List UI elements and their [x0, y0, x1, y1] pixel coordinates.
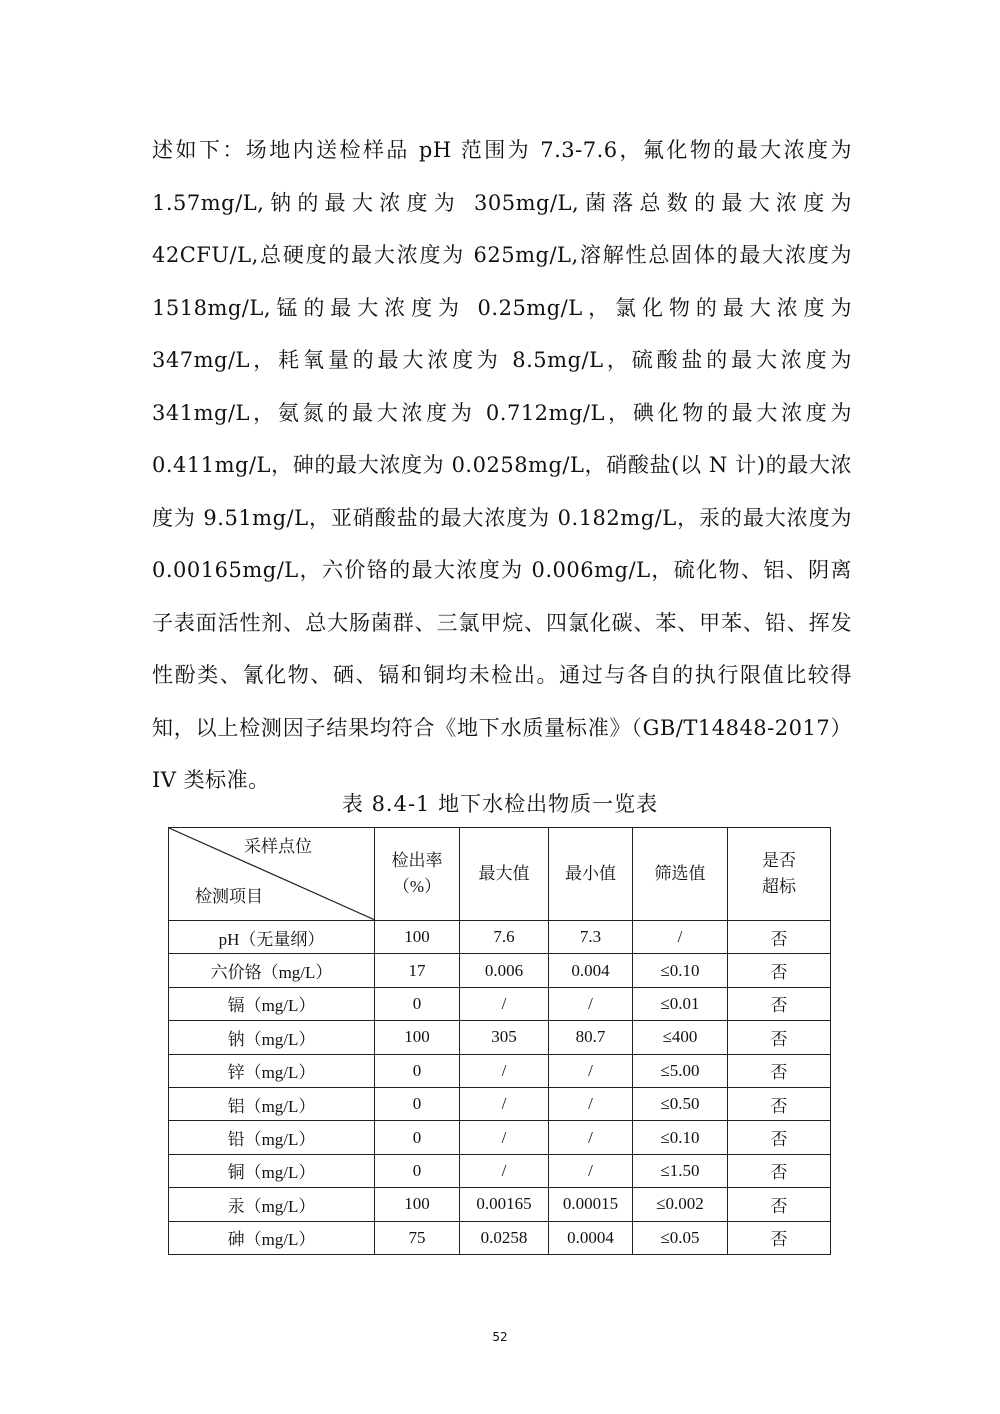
cell-item: 铅（mg/L）: [169, 1121, 375, 1154]
table-row: [169, 987, 831, 1020]
cell-item: 铝（mg/L）: [169, 1087, 375, 1120]
table-row: [169, 1087, 831, 1120]
table-row: [169, 1221, 831, 1254]
cell-item: 铜（mg/L）: [169, 1154, 375, 1187]
cell-screen: ≤0.002: [633, 1188, 728, 1221]
cell-screen: ≤0.10: [633, 1121, 728, 1154]
cell-item: 砷（mg/L）: [169, 1221, 375, 1254]
cell-min: /: [549, 1121, 633, 1154]
cell-min: 7.3: [549, 921, 633, 954]
cell-screen: ≤0.10: [633, 954, 728, 987]
cell-item: 钠（mg/L）: [169, 1021, 375, 1054]
header-exceed-line1: 是否: [762, 851, 796, 870]
table-row: [169, 1121, 831, 1154]
cell-min: 0.0004: [549, 1221, 633, 1254]
cell-min: 80.7: [549, 1021, 633, 1054]
cell-min: /: [549, 1154, 633, 1187]
header-max: 最大值: [460, 828, 549, 921]
table-row: [169, 1154, 831, 1187]
cell-max: /: [460, 987, 549, 1020]
cell-exceed: 否: [728, 1121, 831, 1154]
cell-rate: 0: [375, 987, 460, 1020]
cell-screen: ≤0.50: [633, 1087, 728, 1120]
page-number: 52: [492, 1330, 508, 1344]
header-detection-rate-line2: （%）: [392, 877, 442, 896]
cell-screen: ≤1.50: [633, 1154, 728, 1187]
cell-max: /: [460, 1154, 549, 1187]
cell-screen: /: [633, 921, 728, 954]
cell-screen: ≤400: [633, 1021, 728, 1054]
cell-rate: 100: [375, 1188, 460, 1221]
cell-min: 0.004: [549, 954, 633, 987]
cell-exceed: 否: [728, 1054, 831, 1087]
cell-max: /: [460, 1054, 549, 1087]
cell-max: /: [460, 1121, 549, 1154]
cell-exceed: 否: [728, 987, 831, 1020]
cell-rate: 17: [375, 954, 460, 987]
cell-max: 0.0258: [460, 1221, 549, 1254]
table-caption: 表 8.4-1 地下水检出物质一览表: [341, 792, 659, 816]
cell-exceed: 否: [728, 1087, 831, 1120]
header-exceed-line2: 超标: [762, 877, 796, 896]
cell-screen: ≤5.00: [633, 1054, 728, 1087]
body-paragraph: 述如下：场地内送检样品 pH 范围为 7.3-7.6，氟化物的最大浓度为 1.57mg/L,钠的最大浓度为 305mg/L,菌落总数的最大浓度为 42CFU/L,总硬度的最大浓度为 625mg/L,溶解性总固体的最大浓度为 1518mg/L,锰的最大浓度为 0.25mg/L，氯化物的最大浓度为 347mg/L，耗氧量的最大浓度为 8.5mg/L，硫酸盐的最大浓度为 341mg/L，氨氮的最大浓度为 0.712mg/L，碘化物的最大浓度为 0.411mg/L，砷的最大浓度为 0.0258mg/L，硝酸盐(以 N 计)的最大浓度为 9.51mg/L，亚硝酸盐的最大浓度为 0.182mg/L，汞的最大浓度为 0.00165mg/L，六价铬的最大浓度为 0.006mg/L，硫化物、铝、阴离子表面活性剂、总大肠菌群、三氯甲烷、四氯化碳、苯、甲苯、铅、挥发性酚类、氰化物、硒、镉和铜均未检出。通过与各自的执行限值比较得知，以上检测因子结果均符合《地下水质量标准》（GB/T14848-2017）IV 类标准。: [152, 138, 852, 792]
cell-max: /: [460, 1087, 549, 1120]
cell-rate: 0: [375, 1154, 460, 1187]
cell-min: 0.00015: [549, 1188, 633, 1221]
table-row: [169, 1054, 831, 1087]
cell-rate: 0: [375, 1087, 460, 1120]
body-paragraph-block: [152, 124, 852, 807]
cell-rate: 75: [375, 1221, 460, 1254]
table-row: [169, 1188, 831, 1221]
header-exceed: [728, 828, 831, 921]
header-detection-rate-line1: 检出率: [391, 851, 443, 870]
cell-rate: 100: [375, 1021, 460, 1054]
cell-screen: ≤0.01: [633, 987, 728, 1020]
header-sampling-point: 采样点位: [244, 837, 312, 856]
diagonal-header-cell: [169, 828, 375, 921]
cell-item: pH（无量纲）: [169, 921, 375, 954]
cell-item: 镉（mg/L）: [169, 987, 375, 1020]
cell-min: /: [549, 987, 633, 1020]
cell-rate: 0: [375, 1121, 460, 1154]
cell-min: /: [549, 1054, 633, 1087]
table-row: [169, 921, 831, 954]
table-row: [169, 954, 831, 987]
header-min: 最小值: [549, 828, 633, 921]
cell-rate: 100: [375, 921, 460, 954]
cell-item: 六价铬（mg/L）: [169, 954, 375, 987]
cell-max: 0.00165: [460, 1188, 549, 1221]
cell-exceed: 否: [728, 954, 831, 987]
cell-min: /: [549, 1087, 633, 1120]
cell-max: 7.6: [460, 921, 549, 954]
header-screening-value: 筛选值: [633, 828, 728, 921]
table-header-row: [169, 828, 831, 921]
header-test-item: 检测项目: [195, 887, 263, 906]
groundwater-detection-table: [168, 827, 831, 1255]
cell-max: 305: [460, 1021, 549, 1054]
header-detection-rate: [375, 828, 460, 921]
cell-rate: 0: [375, 1054, 460, 1087]
cell-exceed: 否: [728, 921, 831, 954]
cell-exceed: 否: [728, 1188, 831, 1221]
cell-exceed: 否: [728, 1021, 831, 1054]
table-row: [169, 1021, 831, 1054]
cell-item: 汞（mg/L）: [169, 1188, 375, 1221]
cell-max: 0.006: [460, 954, 549, 987]
cell-exceed: 否: [728, 1154, 831, 1187]
cell-item: 锌（mg/L）: [169, 1054, 375, 1087]
cell-exceed: 否: [728, 1221, 831, 1254]
cell-screen: ≤0.05: [633, 1221, 728, 1254]
